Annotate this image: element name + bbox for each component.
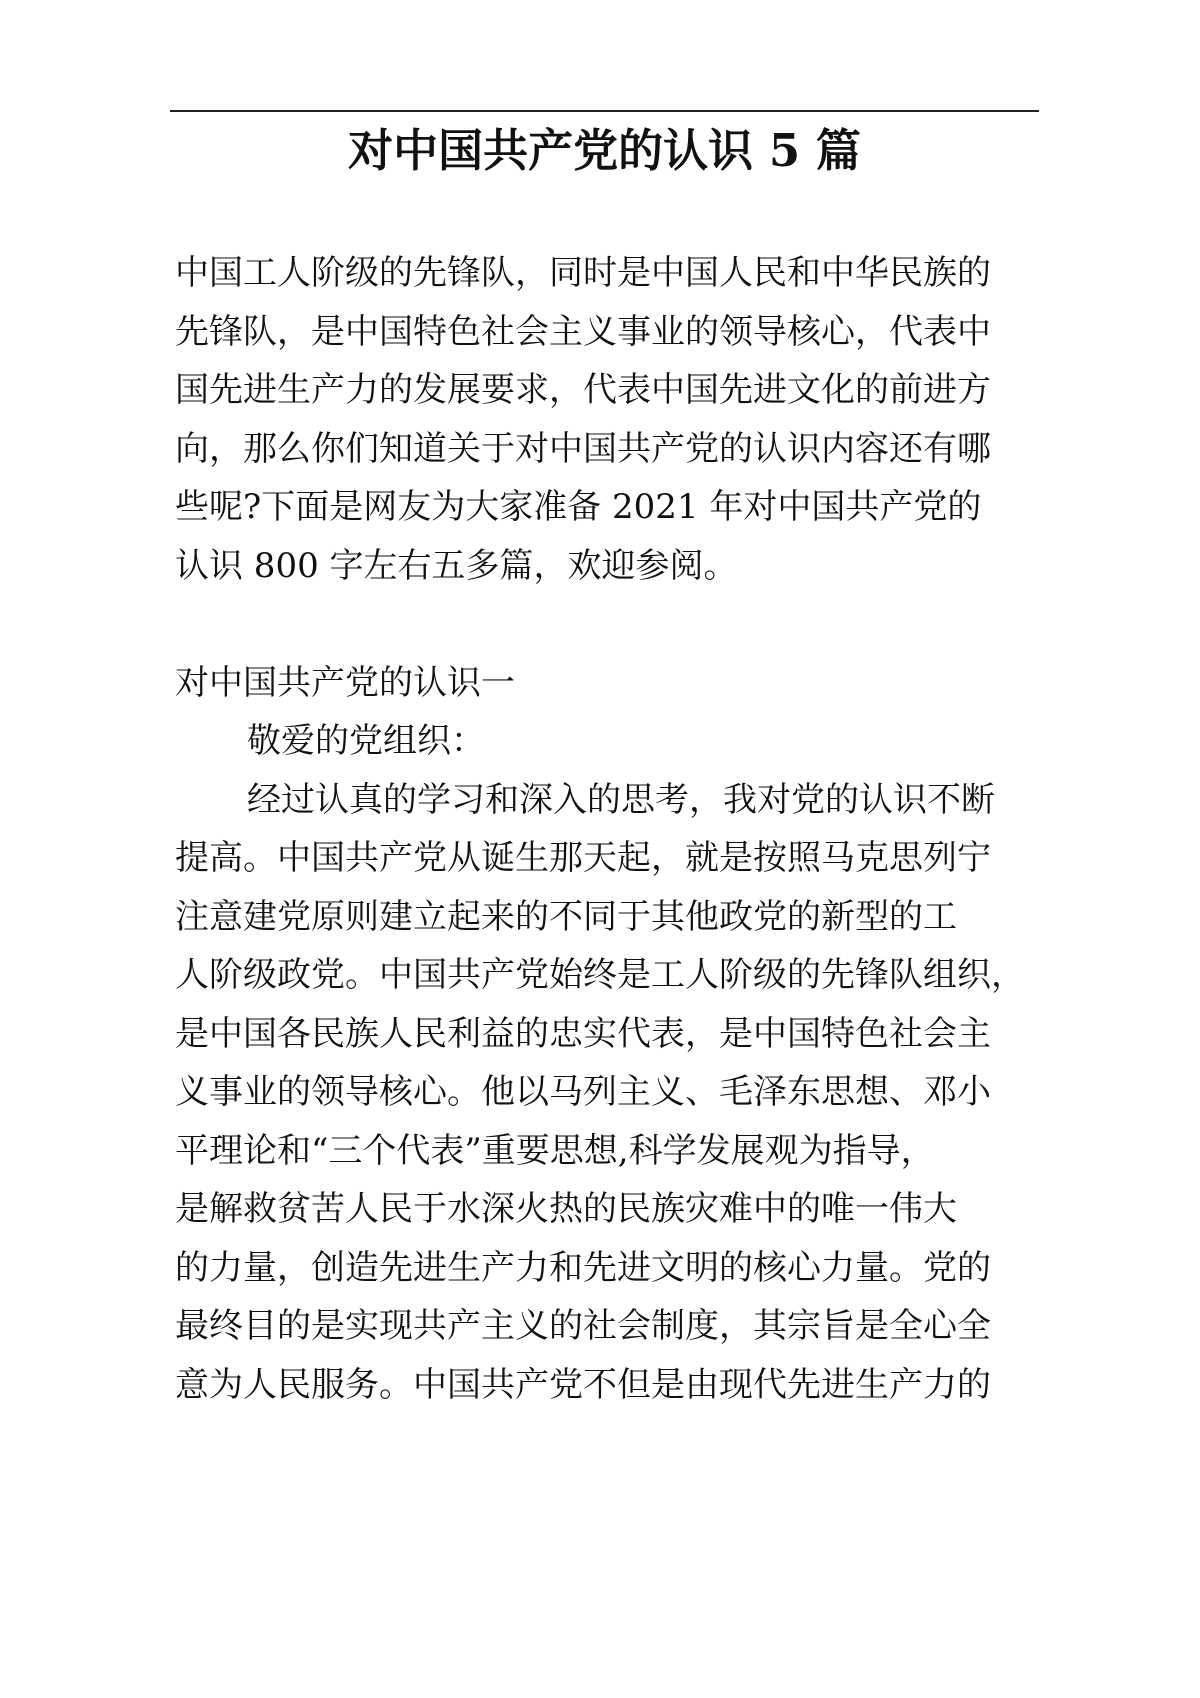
document-body xyxy=(175,244,1055,1414)
body-line: 经过认真的学习和深入的思考，我对党的认识不断 xyxy=(247,779,995,820)
body-line: 最终目的是实现共产主义的社会制度，其宗旨是全心全 xyxy=(175,1306,991,1346)
header-rule xyxy=(170,110,1039,112)
body-line: 注意建党原则建立起来的不同于其他政党的新型的工 xyxy=(175,896,957,937)
intro-line: 向，那么你们知道关于对中国共产党的认识内容还有哪 xyxy=(175,428,991,469)
body-line: 是中国各民族人民利益的忠实代表，是中国特色社会主 xyxy=(175,1013,991,1054)
body-line: 的力量，创造先进生产力和先进文明的核心力量。党的 xyxy=(175,1247,991,1288)
body-line: 提高。中国共产党从诞生那天起，就是按照马克思列宁 xyxy=(175,838,991,878)
document-title: 对中国共产党的认识 5 篇 xyxy=(348,124,861,177)
intro-line: 认识 800 字左右五多篇，欢迎参阅。 xyxy=(175,545,738,586)
salutation: 敬爱的党组织： xyxy=(247,721,485,761)
intro-line: 国先进生产力的发展要求，代表中国先进文化的前进方 xyxy=(175,370,991,410)
intro-line: 些呢?下面是网友为大家准备 2021 年对中国共产党的 xyxy=(175,487,982,527)
body-line: 是解救贫苦人民于水深火热的民族灾难中的唯一伟大 xyxy=(175,1189,957,1229)
paragraph-spacer xyxy=(175,595,1055,654)
body-line: 意为人民服务。中国共产党不但是由现代先进生产力的 xyxy=(175,1364,991,1405)
body-line: 平理论和“三个代表”重要思想,科学发展观为指导， xyxy=(175,1130,935,1171)
body-line: 义事业的领导核心。他以马列主义、毛泽东思想、邓小 xyxy=(175,1072,991,1112)
body-line: 人阶级政党。中国共产党始终是工人阶级的先锋队组织， xyxy=(175,955,1025,995)
intro-line: 先锋队，是中国特色社会主义事业的领导核心，代表中 xyxy=(175,311,991,352)
intro-line: 中国工人阶级的先锋队，同时是中国人民和中华民族的 xyxy=(175,253,991,293)
section-heading: 对中国共产党的认识一 xyxy=(175,662,515,703)
